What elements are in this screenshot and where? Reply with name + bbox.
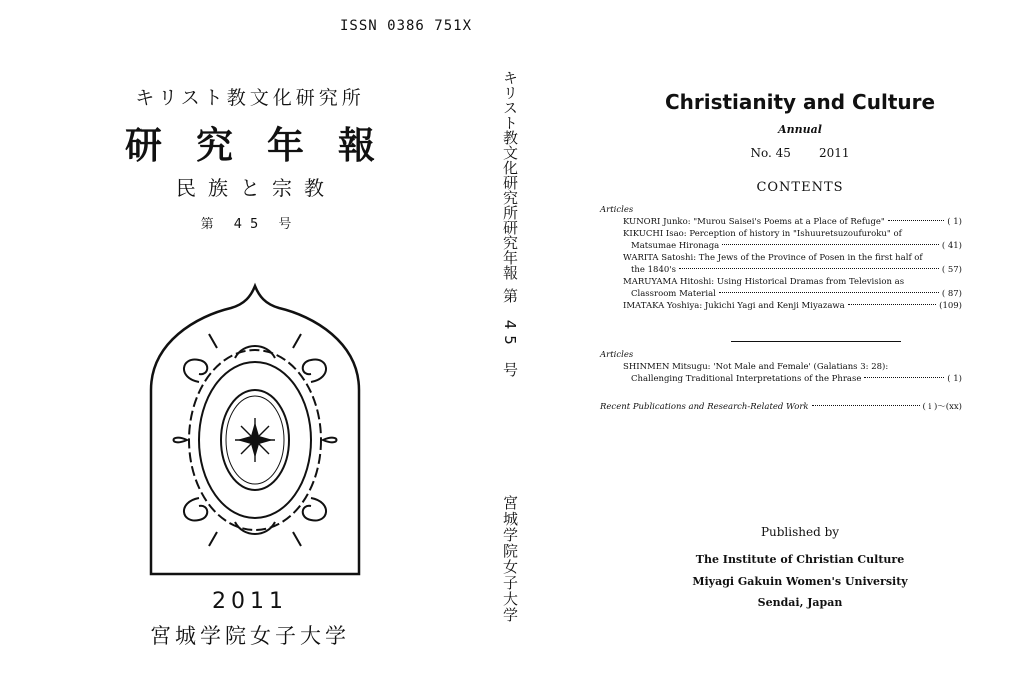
- contents-heading: CONTENTS: [756, 180, 844, 195]
- toc-entry: [600, 276, 962, 300]
- toc-entry-line1: SHINMEN Mitsugu: 'Not Male and Female' (Galatians 3: 28):: [623, 362, 889, 372]
- published-by-label: Published by: [760, 525, 840, 539]
- toc-entry-line2: Matsumae Hironaga: [631, 241, 720, 251]
- annual-label: Annual: [778, 123, 822, 136]
- toc-entry-line2: the 1840's: [631, 265, 676, 275]
- toc-entry-page: (109): [939, 301, 962, 311]
- table-of-contents-articles-2: [600, 350, 962, 385]
- toc-entry: [600, 216, 962, 228]
- toc-entry: [600, 300, 962, 312]
- toc-entry: [600, 361, 962, 385]
- toc-entry-line1: IMATAKA Yoshiya: Jukichi Yagi and Kenji Miyazawa: [623, 301, 845, 311]
- toc-entry-line1: MARUYAMA Hitoshi: Using Historical Dramas from Television as: [623, 277, 905, 287]
- english-title: Christianity and Culture: [664, 90, 936, 114]
- publisher-city: Sendai, Japan: [757, 596, 843, 609]
- section-label: Articles: [600, 205, 634, 215]
- journal-subtitle-jp: 民族と宗教: [176, 176, 336, 200]
- year-jp: 2011: [212, 589, 288, 614]
- ornamental-emblem-icon: [147, 282, 363, 578]
- toc-entry-page: ( 41): [941, 241, 962, 251]
- publisher-name: The Institute of Christian Culture: [695, 553, 905, 566]
- toc-entry: [600, 252, 962, 276]
- section-label: Articles: [600, 350, 634, 360]
- toc-entry-line2: Classroom Material: [631, 289, 716, 299]
- university-name-jp: 宮城学院女子大学: [150, 624, 350, 648]
- toc-entry-page: ( 87): [941, 289, 962, 299]
- journal-title-jp: 研究年報: [125, 124, 409, 167]
- toc-entry-page: ( 1): [947, 217, 962, 227]
- spine-title: キリスト教文化研究所研究年報: [501, 70, 519, 280]
- toc-entry: [600, 228, 962, 252]
- recent-publications-entry: [600, 400, 962, 412]
- issn-number: ISSN 0386 751X: [340, 18, 473, 34]
- toc-entry-page: ( 1): [947, 374, 962, 384]
- toc-entry-line1: WARITA Satoshi: The Jews of the Province of Posen in the first half of: [623, 253, 923, 263]
- institute-name-jp: キリスト教文化研究所: [135, 87, 365, 109]
- volume-number-jp: 第 45 号: [200, 217, 300, 232]
- table-of-contents-articles: [600, 205, 962, 312]
- issue-info: [600, 146, 1000, 160]
- toc-entry-line1: KUNORI Junko: "Murou Saisei's Poems at a Place of Refuge": [623, 217, 885, 227]
- toc-entry-line1: KIKUCHI Isao: Perception of history in "Ishuuretsuzoufuroku" of: [623, 229, 902, 239]
- recent-publications-page: ( i )～(xx): [922, 402, 962, 412]
- toc-entry-page: ( 57): [941, 265, 962, 275]
- spine-volume: 第 45 号: [501, 288, 519, 383]
- toc-entry-line2: Challenging Traditional Interpretations of the Phrase: [631, 374, 862, 384]
- recent-publications-label: Recent Publications and Research-Related Work: [600, 402, 809, 412]
- issue-year: 2011: [818, 146, 850, 160]
- publisher-university: Miyagi Gakuin Women's University: [692, 575, 908, 588]
- section-divider: [731, 341, 901, 342]
- issue-number: No. 45: [750, 146, 791, 160]
- spine-university: 宮城学院女子大学: [501, 495, 519, 623]
